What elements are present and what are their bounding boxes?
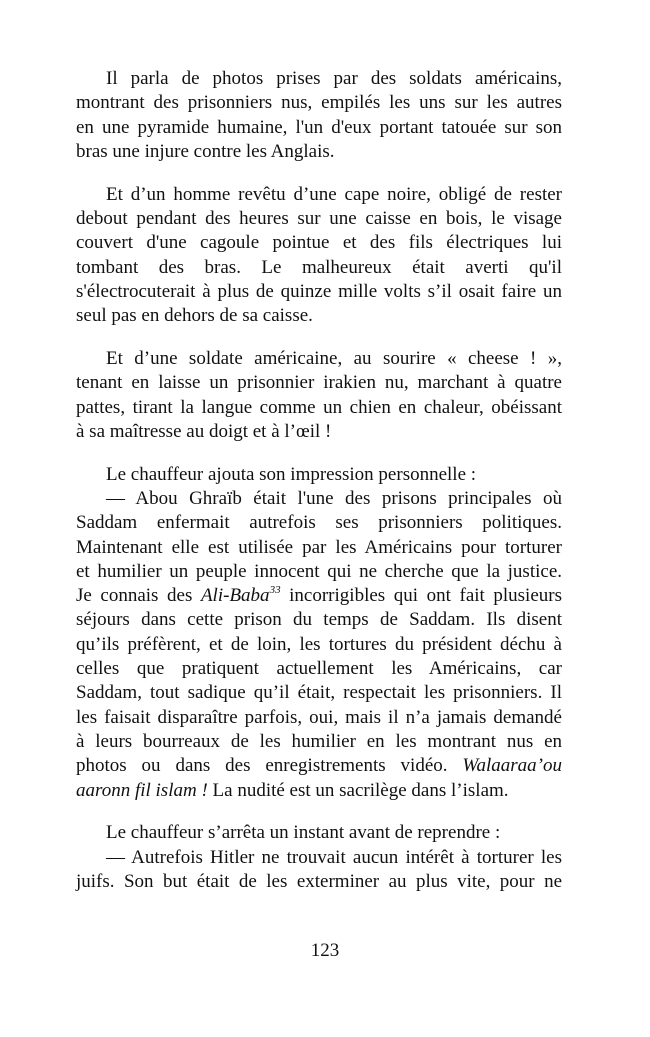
text-line: tombant des bras. Le malheureux était averti qu'il [76, 256, 562, 278]
text-line: couvert d'une cagoule pointue et des fils électriques lui [76, 232, 562, 254]
text-line: debout pendant des heures sur une caisse en bois, le visage [76, 207, 562, 229]
text-line: Et d’une soldate américaine, au sourire « cheese ! », [106, 347, 562, 369]
text-line: — Abou Ghraïb était l'une des prisons principales où [106, 487, 562, 509]
text-segment: incorrigibles qui ont fait plusieurs [280, 585, 562, 607]
paragraph [76, 347, 562, 444]
text-line: juifs. Son but était de les exterminer au plus vite, pour ne [76, 870, 562, 892]
text-line: qu’ils préfèrent, et de loin, les tortures du président déchu à [76, 633, 562, 655]
text-line: Le chauffeur ajouta son impression personnelle : [106, 463, 477, 485]
paragraph [76, 67, 562, 164]
text-line: Saddam enfermait autrefois ses prisonniers politiques. [76, 512, 562, 534]
text-line: Et d’un homme revêtu d’une cape noire, obligé de rester [106, 183, 562, 205]
footnote-ref: 33 [269, 584, 281, 597]
text-line: celles que pratiquent actuellement les Américains, car [76, 658, 562, 680]
text-line: pattes, tirant la langue comme un chien en chaleur, obéissant [76, 396, 562, 418]
text-line: Le chauffeur s’arrêta un instant avant de reprendre : [106, 822, 501, 844]
paragraph [76, 183, 562, 329]
text-line: les faisait disparaître parfois, oui, mais il n’a jamais demandé [76, 706, 562, 728]
text-line: Il parla de photos prises par des soldats américains, [106, 68, 562, 89]
paragraph [76, 821, 562, 894]
text-line: seul pas en dehors de sa caisse. [76, 305, 313, 327]
text-segment: photos ou dans des enregistrements vidéo. [76, 755, 463, 777]
page-body [76, 67, 562, 913]
italic-text: aaronn fil islam ! [76, 779, 208, 801]
text-line [76, 584, 562, 608]
italic-text: Ali-Baba [200, 585, 270, 607]
text-line: à sa maîtresse au doigt et à l’œil ! [76, 420, 332, 442]
text-line: tenant en laisse un prisonnier irakien nu, marchant à quatre [76, 372, 562, 394]
text-line: bras une injure contre les Anglais. [76, 140, 335, 162]
text-line: à leurs bourreaux de les humilier en les montrant nus en [76, 730, 562, 752]
text-line [76, 779, 562, 803]
paragraph [76, 463, 562, 803]
text-segment: La nudité est un sacrilège dans l’islam. [207, 779, 509, 801]
page-number: 123 [310, 940, 340, 961]
text-segment: Je connais des [76, 585, 201, 607]
text-line: en une pyramide humaine, l'un d'eux portant tatouée sur son [76, 116, 562, 138]
text-line: Maintenant elle est utilisée par les Américains pour torturer [76, 536, 562, 558]
text-line [76, 754, 562, 778]
text-line: s'électrocuterait à plus de quinze mille volts s’il osait faire un [76, 280, 562, 302]
text-line: et humilier un peuple innocent qui ne cherche que la justice. [76, 560, 562, 582]
text-line: Saddam, tout sadique qu’il était, respectait les prisonniers. Il [76, 682, 562, 704]
italic-text: Walaaraa’ou [462, 755, 562, 777]
text-line: montrant des prisonniers nus, empilés les uns sur les autres [76, 92, 562, 114]
text-line: — Autrefois Hitler ne trouvait aucun intérêt à torturer les [106, 846, 562, 868]
text-line: séjours dans cette prison du temps de Saddam. Ils disent [76, 609, 562, 631]
